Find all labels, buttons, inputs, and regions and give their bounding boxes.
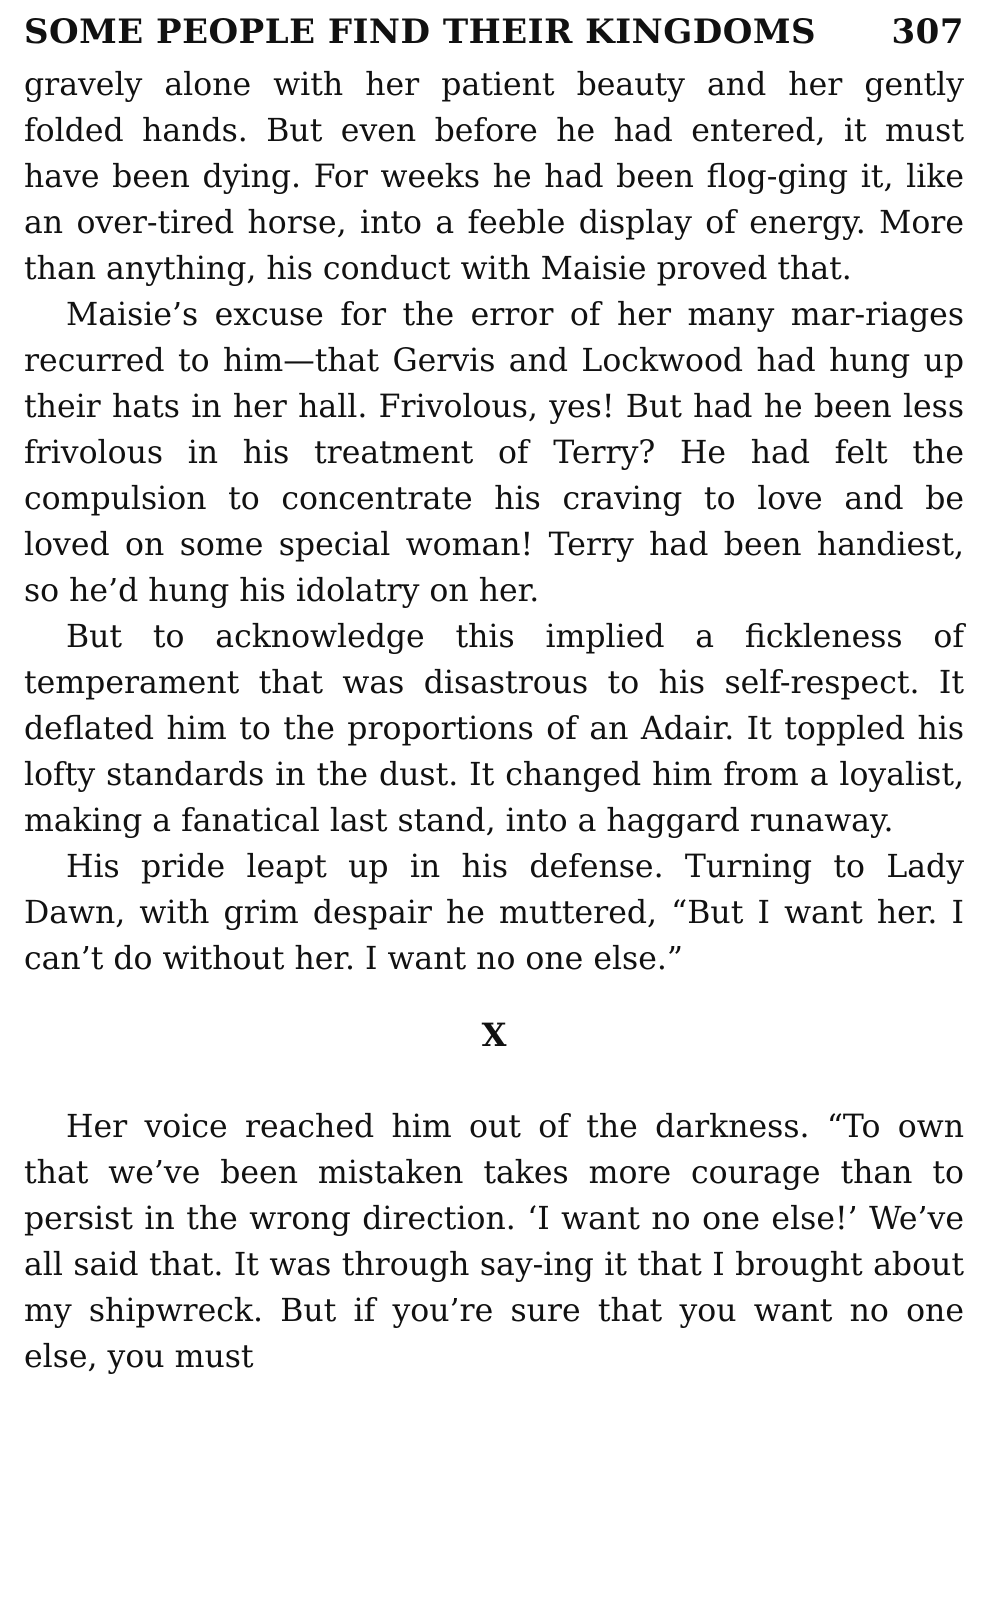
paragraph: Her voice reached him out of the darkness. “To own that we’ve been mistaken takes more courage than to persist in the wrong direction. ‘I want no one else!’ We’ve all said that. It was through say-ing it that I brought about my shipwreck. But if you’re sure that you want no one else, you must [24, 1109, 964, 1375]
running-title: SOME PEOPLE FIND THEIR KINGDOMS [24, 12, 817, 52]
paragraph: Maisie’s excuse for the error of her many mar-riages recurred to him—that Gervis and Lockwood had hung up their hats in her hall. Frivolous, yes! But had he been less frivolous in his treatment of Terry? He had felt the compulsion to concentrate his craving to love and be loved on some special woman! Terry had been handiest, so he’d hung his idolatry on her. [24, 297, 964, 609]
running-head [24, 8, 964, 56]
section-heading: X [481, 1016, 507, 1054]
paragraph: But to acknowledge this implied a fickleness of temperament that was disastrous to his self-respect. It deflated him to the proportions of an Adair. It toppled his lofty standards in the dust. It changed him from a loyalist, making a fanatical last stand, into a haggard runaway. [24, 619, 964, 839]
paragraph: His pride leapt up in his defense. Turning to Lady Dawn, with grim despair he muttered, “But I want her. I can’t do without her. I want no one else.” [24, 849, 964, 977]
page-number: 307 [891, 12, 964, 52]
body-text [24, 62, 964, 1380]
book-page [24, 8, 964, 1588]
paragraph-continuation: gravely alone with her patient beauty and her gently folded hands. But even before he had entered, it must have been dying. For weeks he had been flog-ging it, like an over-tired horse, into a feeble display of energy. More than anything, his conduct with Maisie proved that. [24, 67, 964, 287]
